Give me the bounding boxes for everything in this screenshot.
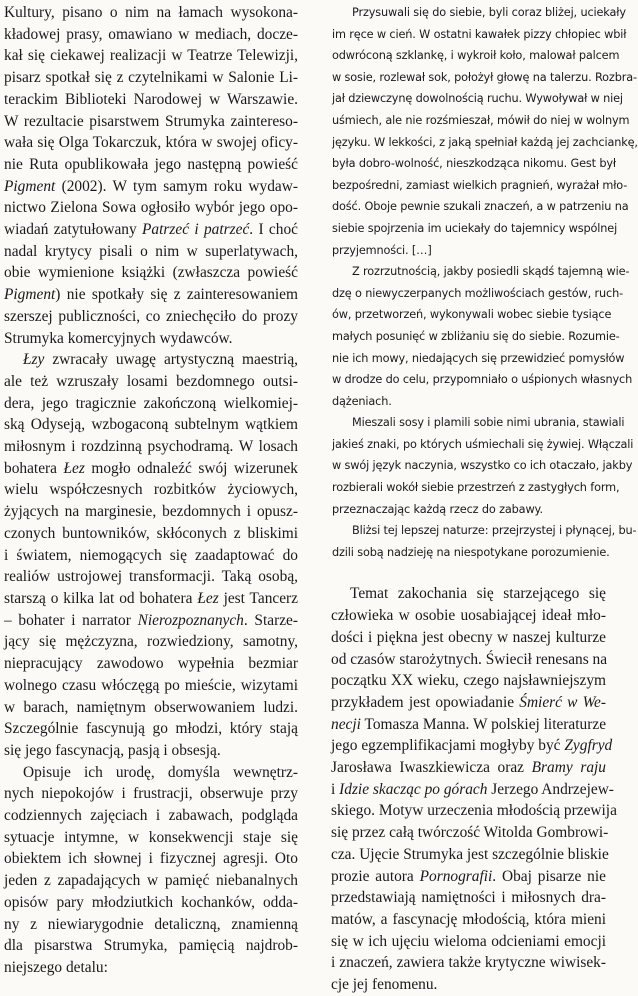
text-line: rozbierali wokół siebie przestrzeń z zastygłych form, (332, 481, 620, 495)
text-line: dla pisarstwa Strumyka, pamięcią najdrob- (4, 937, 298, 955)
text-line: Temat zakochania się starzejącego się (350, 585, 606, 603)
text-line: kładowej prasy, omawiano w mediach, docze- (4, 25, 298, 43)
text-line: Jarosława Iwaszkiewicza oraz Bramy raju (331, 759, 606, 777)
text-line: wolnego czasu włóczęgą po mieście, wizytami (4, 676, 298, 694)
text-line: im ręce w cień. W ostatni kawałek pizzy chłopiec wbił (332, 27, 627, 41)
text-line: i Idzie skacząc po górach Jerzego Andrzejew- (331, 780, 614, 798)
text-line: dzę o niewyczerpanych możliwościach gestów, ruch- (332, 286, 624, 300)
text-line: dzili sobą nadzieję na niespotykane porozumienie. (332, 545, 610, 559)
text-line: czonych buntowników, skłóconych z bliskimi (4, 524, 298, 542)
text-line: bohatera Łez mogło odnaleźć swój wizerunek (4, 459, 298, 477)
text-line: niepracujący zawodowo wypełnia bezmiar (4, 655, 298, 673)
text-line: ny z niewiarygodnie detaliczną, znamienną (4, 915, 298, 933)
text-line: w drodze do celu, przypomniało o uśpionych własnych (332, 373, 633, 387)
text-line: matów, a fascynację młodością, która mieni (331, 910, 606, 928)
text-line: prozie autora Pornografii. Obaj pisarze nie (331, 867, 606, 885)
text-line: dera, jego tragicznie zakończoną wielkomiej- (4, 394, 298, 412)
text-line: Pigment) nie spotkały się z zainteresowaniem (4, 286, 298, 304)
text-line: skiego. Motyw urzeczenia młodością przewija (331, 802, 617, 820)
quote-paragraph-1 (312, 2, 638, 261)
text-line: obie wymienione książki (zwłaszcza powieść (4, 264, 298, 282)
text-line: uśmiech, ale nie rozśmieszał, mówił do niej w wolnym (332, 113, 630, 127)
text-line: nadal krytycy pisali o nim w superlatywach, (4, 242, 298, 260)
text-line: nie Ruta opublikowała jego następną powieść (4, 155, 298, 173)
block-quote (312, 2, 638, 563)
text-line: Łzy zwracały uwagę artystyczną maestrią, (23, 351, 298, 369)
text-line: starszą o kilka lat od bohatera Łez jest Tancerz (4, 589, 299, 607)
quote-paragraph-3 (312, 412, 634, 520)
text-line: W rezultacie pisarstwem Strumyka zaintereso- (4, 112, 298, 130)
text-line: – bohater i narrator Nierozpoznanych. Starze- (4, 611, 299, 629)
text-line: przeznaczając każdą rzecz do zabawy. (332, 502, 543, 516)
paragraph-left-2 (4, 111, 298, 350)
text-line: opisów pary młodziutkich kochanków, odda- (4, 893, 298, 911)
text-line: sytuacje intymne, w konsekwencji staje się (4, 828, 298, 846)
text-line: w swój język naczynia, wszystko co ich otaczało, jakby (332, 459, 633, 473)
text-line: ale też wzruszały losami bezdomnego outsi- (4, 372, 298, 390)
text-line: jeden z zapadających w pamięć niebanalnych (4, 872, 298, 890)
text-line: wielu współczesnych rozbitków życiowych, (4, 481, 298, 499)
text-line: i znaczeń, zawiera także krytyczne wiwisek- (331, 954, 606, 972)
text-line: Pigment (2002). W tym samym roku wydaw- (4, 177, 298, 195)
text-line: kał się ciekawej realizacji w Teatrze Telewizji, (4, 47, 298, 65)
text-line: nych niepokojów i frustracji, obserwuje przy (4, 785, 298, 803)
text-line: Przysuwali się do siebie, byli coraz bliżej, uciekały (352, 6, 626, 19)
text-line: Z rozrzutnością, jakby posiedli skądś tajemną wie- (352, 265, 630, 279)
text-line: żyjących na marginesie, bezdomnych i opusz- (4, 503, 298, 521)
text-line: miłosnym i rozdzinną psychodramą. W losach (4, 438, 298, 456)
text-line: codziennych zajęciach i zabawach, podgląda (4, 807, 298, 825)
text-line: od czasów starożytnych. Świecił renesans na (331, 650, 608, 668)
text-line: w barach, namiętnym obserwowaniem ludzi. (4, 698, 298, 716)
text-line: wała się Olga Tokarczuk, która w swojej oficy- (4, 134, 298, 152)
text-line: jego egzemplifikacjami mogłyby być Zygfryd (331, 737, 613, 755)
text-line: w sosie, rozlewał sok, położył głowę na talerzu. Rozbra- (332, 70, 637, 84)
text-line: ską Odyseją, wzbogaconą subtelnym wątkiem (4, 416, 298, 434)
text-line: siebie spojrzenia im uciekały do tajemnicy wspólnej (332, 221, 618, 235)
quote-paragraph-2 (312, 261, 633, 412)
text-line: Bliżsi tej lepszej naturze: przejrzystej i płynącej, bu- (352, 524, 637, 538)
text-line: obiektem ich słownej i fizycznej agresji. Oto (4, 850, 298, 868)
text-line: pisarz spotkał się z czytelnikami w Salonie Li- (4, 69, 298, 87)
text-line: cza. Ujęcie Strumyka jest szczególnie bliskie (331, 845, 609, 863)
text-line: necji Tomasza Manna. W polskiej literaturze (331, 715, 607, 733)
paragraph-left-4 (4, 762, 298, 979)
text-line: nie ich mowy, niedających się przewidzieć pomysłów (332, 351, 625, 365)
text-line: realiów ustrojowej transformacji. Taką osobą, (4, 568, 298, 586)
text-line: wiadań zatytułowany Patrzeć i patrzeć. I choć (4, 221, 298, 239)
text-line: jący się mężczyzna, rozwiedziony, samotny, (4, 633, 298, 651)
text-line: terackim Biblioteki Narodowej w Warszawie. (4, 90, 298, 108)
paragraph-left-1 (4, 2, 298, 111)
text-line: bezpośredni, zamiast wielkich pragnień, wyrażał mło- (332, 178, 628, 192)
text-line: przykładem jest opowiadanie Śmierć w We- (331, 693, 607, 711)
text-line: Mieszali sosy i plamili sobie nimi ubrania, stawiali (352, 416, 625, 430)
text-line: się przez całą twórczość Witolda Gombrowi- (331, 824, 609, 842)
text-line: ów, przetworzeń, wykonywali wobec siebie tysiące (332, 308, 612, 322)
text-line: człowieka w osobie uosabiającej ideał mło- (331, 607, 606, 625)
text-line: i światem, niemogących się zaadaptować do (4, 546, 298, 564)
left-text-column (4, 2, 298, 979)
quote-paragraph-4 (312, 520, 637, 563)
text-line: Szczególnie fascynują go młodzi, który stają (4, 720, 298, 738)
text-line: niejszego detalu: (4, 958, 108, 976)
text-line: dości i piękna jest obecny w naszej kulturze (331, 628, 606, 646)
text-line: szerszej publiczności, co zniechęciło do prozy (4, 307, 298, 325)
text-line: Kultury, pisano o nim na łamach wysokona- (4, 4, 298, 21)
text-line: małych posunięć w zbliżaniu się do siebie. Rozumie- (332, 329, 620, 343)
text-line: początku XX wieku, czego najsławniejszym (331, 672, 606, 690)
text-line: dość. Oboje pewnie szukali znaczeń, a w patrzeniu na (332, 200, 629, 214)
text-line: jakieś znaki, po których uśmiechali się żywiej. Włączali (332, 437, 634, 451)
text-line: Strumyka komercyjnych wydawców. (4, 329, 233, 347)
text-line: dążeniach. (332, 394, 392, 408)
text-line: jał dziewczynę dowolnością ruchu. Wywoływał w niej (332, 92, 623, 106)
right-body-text (312, 583, 617, 995)
text-line: języku. W lekkości, z jaką spełniał każdą jej zachciankę, (332, 135, 638, 149)
text-line: nictwo Zielona Sowa ogłosiło wybór jego opo- (4, 199, 298, 217)
paragraph-right-1 (312, 583, 617, 995)
text-line: przyjemności. […] (332, 243, 432, 257)
text-line: się jego fascynacją, pasją i obsesją. (4, 741, 221, 759)
text-line: się w ich ujęciu wieloma odcieniami emocji (331, 932, 606, 950)
text-line: odwróconą szklankę, i wykroił koło, malował palcem (332, 49, 620, 63)
paragraph-left-3 (4, 349, 298, 761)
text-line: Opisuje ich urodę, domyśla wewnętrz- (23, 763, 298, 781)
text-line: cje jej fenomenu. (331, 976, 438, 994)
text-line: była dobro-wolność, nieszkodząca nikomu. Gest był (332, 157, 616, 171)
text-line: przedstawiają namiętności i miłosnych dra- (331, 889, 606, 907)
right-text-column (312, 2, 638, 996)
